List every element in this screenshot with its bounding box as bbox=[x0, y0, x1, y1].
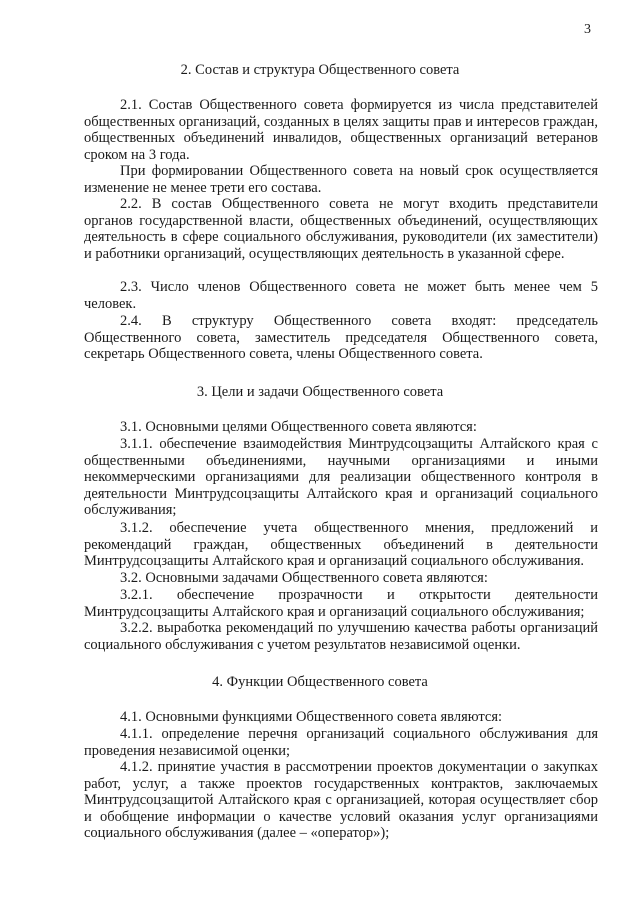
paragraph: 3.1.1. обеспечение взаимодействия Минтрудсоцзащиты Алтайского края с общественными объединениями, научными организациями и иными некоммерческими организациями для реализации общественного контроля в деятельности Минтрудсоцзащиты Алтайского края и организаций социального обслуживания; bbox=[84, 436, 598, 519]
paragraph: 3.1.2. обеспечение учета общественного мнения, предложений и рекомендаций граждан, общественных объединений в деятельности Минтрудсоцзащиты Алтайского края и организаций социального обслуживания. bbox=[84, 520, 598, 570]
section-heading: 3. Цели и задачи Общественного совета bbox=[196, 384, 444, 400]
paragraph: 3.2.2. выработка рекомендаций по улучшению качества работы организаций социального обслуживания с учетом результатов независимой оценки. bbox=[84, 620, 598, 653]
paragraph: 4.1. Основными функциями Общественного совета являются: bbox=[120, 709, 503, 725]
paragraph: 2.1. Состав Общественного совета формируется из числа представителей общественных организаций, созданных в целях защиты прав и интересов граждан, общественных объединений инвалидов, общественных организаций ветеранов сроком на 3 года. bbox=[84, 97, 598, 163]
section-heading: 2. Состав и структура Общественного совета bbox=[180, 62, 460, 78]
paragraph: При формировании Общественного совета на новый срок осуществляется изменение не менее трети его состава. bbox=[84, 163, 598, 196]
paragraph: 3.2. Основными задачами Общественного совета являются: bbox=[120, 570, 488, 586]
paragraph: 4.1.1. определение перечня организаций социального обслуживания для проведения независимой оценки; bbox=[84, 726, 598, 759]
page-number: 3 bbox=[584, 22, 591, 37]
paragraph: 2.2. В состав Общественного совета не могут входить представители органов государственной власти, общественных объединений, осуществляющих деятельность в сфере социального обслуживания, руководители (их заместители) и работники организаций, осуществляющих деятельность в указанной сфере. bbox=[84, 196, 598, 262]
section-heading: 4. Функции Общественного совета bbox=[212, 674, 428, 690]
paragraph: 4.1.2. принятие участия в рассмотрении проектов документации о закупках работ, услуг, а также проектов государственных контрактов, заключаемых Минтрудсоцзащитой Алтайского края с организацией, которая осуществляет сбор и обобщение информации о качестве условий оказания услуг организациями социального обслуживания (далее – «оператор»); bbox=[84, 759, 598, 842]
paragraph: 3.1. Основными целями Общественного совета являются: bbox=[120, 419, 477, 435]
paragraph: 2.3. Число членов Общественного совета не может быть менее чем 5 человек. bbox=[84, 279, 598, 312]
paragraph: 2.4. В структуру Общественного совета входят: председатель Общественного совета, заместитель председателя Общественного совета, секретарь Общественного совета, члены Общественного совета. bbox=[84, 313, 598, 363]
paragraph: 3.2.1. обеспечение прозрачности и открытости деятельности Минтрудсоцзащиты Алтайского края и организаций социального обслуживания; bbox=[84, 587, 598, 620]
